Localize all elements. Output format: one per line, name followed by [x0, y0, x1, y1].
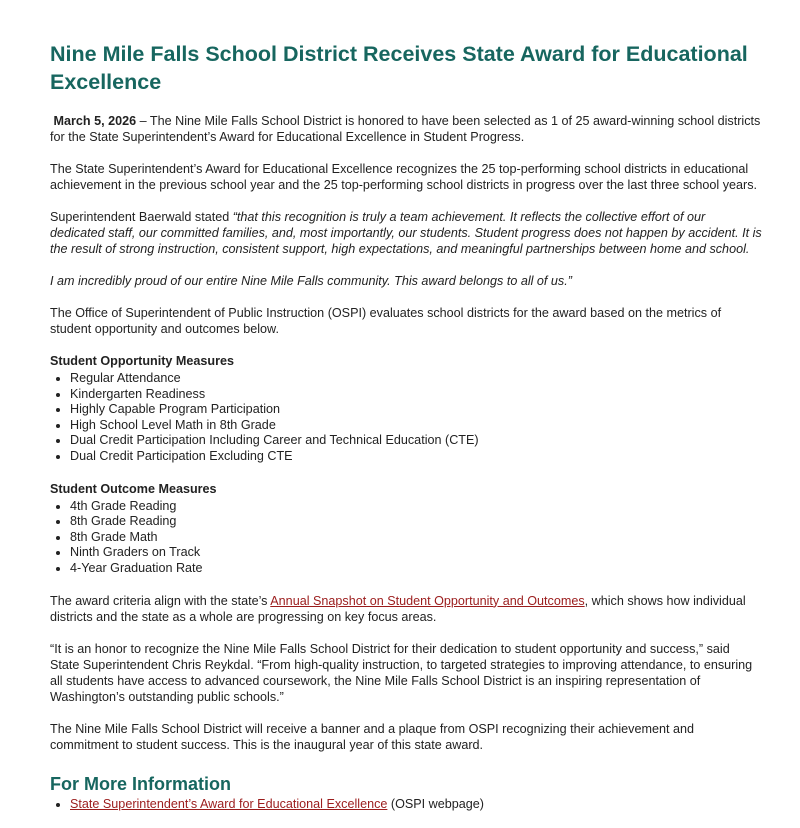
- criteria-paragraph: The award criteria align with the state’s Annual Snapshot on Student Opportunity and Outcomes, which shows how individual districts and the state as a whole are progressing on key focus areas.: [50, 593, 746, 624]
- outcome-list: [50, 499, 762, 577]
- superintendent-quote-end: I am incredibly proud of our entire Nine Mile Falls community. This award belongs to all of us.”: [50, 274, 572, 288]
- list-item: • Ninth Graders on Track: [70, 545, 762, 561]
- list-item: • Dual Credit Participation Excluding CTE: [70, 449, 762, 465]
- banner-paragraph: The Nine Mile Falls School District will receive a banner and a plaque from OSPI recognizing their achievement and commitment to student success. This is the inaugural year of this state award.: [50, 721, 694, 752]
- annual-snapshot-link[interactable]: Annual Snapshot on Student Opportunity and Outcomes: [270, 593, 585, 608]
- opportunity-list: [50, 371, 762, 465]
- more-info-heading: For More Information: [50, 773, 231, 794]
- list-item: • 8th Grade Reading: [70, 514, 762, 530]
- reykdal-quote: “It is an honor to recognize the Nine Mile Falls School District for their dedication to student opportunity and success,” said State Superintendent Chris Reykdal. “From high-quality instruction, to targeted strategies to improving attendance, to ensuring all students have access to advanced coursework, the Nine Mile Falls School District is an inspiring representation of Washington’s outstanding public schools.”: [50, 641, 753, 704]
- list-item: • Regular Attendance: [70, 371, 762, 387]
- list-item: • 8th Grade Math: [70, 530, 762, 546]
- outcome-heading: Student Outcome Measures: [50, 481, 217, 496]
- more-info-list: [50, 797, 762, 813]
- list-item: • 4th Grade Reading: [70, 499, 762, 515]
- article: [50, 40, 762, 828]
- page-title: Nine Mile Falls School District Receives State Award for Educational Excellence: [50, 42, 748, 94]
- list-item: • Highly Capable Program Participation: [70, 402, 762, 418]
- award-webpage-link[interactable]: State Superintendent’s Award for Educational Excellence: [70, 796, 388, 811]
- award-description: The State Superintendent’s Award for Educational Excellence recognizes the 25 top-performing school districts in educational achievement in the previous school year and the 25 top-performing school districts in progress over the last three school years.: [50, 162, 758, 192]
- ospi-paragraph: The Office of Superintendent of Public Instruction (OSPI) evaluates school districts for the award based on the metrics of student opportunity and outcomes below.: [50, 306, 722, 336]
- list-item: • 4-Year Graduation Rate: [70, 561, 762, 577]
- opportunity-heading: Student Opportunity Measures: [50, 354, 235, 368]
- list-item: • Kindergarten Readiness: [70, 387, 762, 403]
- superintendent-quote: Superintendent Baerwald stated “that this recognition is truly a team achievement. It reflects the collective effort of our dedicated staff, our committed families, and, most importantly, our students. Student progress does not happen by accident. It is the result of strong instruction, consistent support, high expectations, and meaningful partnerships between home and school.: [50, 210, 762, 256]
- press-date: March 5, 2026: [53, 114, 137, 128]
- intro-paragraph: March 5, 2026 – The Nine Mile Falls School District is honored to have been selected as 1 of 25 award-winning school districts for the State Superintendent’s Award for Educational Excellence in Student Progress.: [50, 114, 761, 144]
- list-item: • High School Level Math in 8th Grade: [70, 418, 762, 434]
- list-item: • Dual Credit Participation Including Career and Technical Education (CTE): [70, 433, 762, 449]
- list-item: • State Superintendent’s Award for Educational Excellence (OSPI webpage): [70, 797, 762, 813]
